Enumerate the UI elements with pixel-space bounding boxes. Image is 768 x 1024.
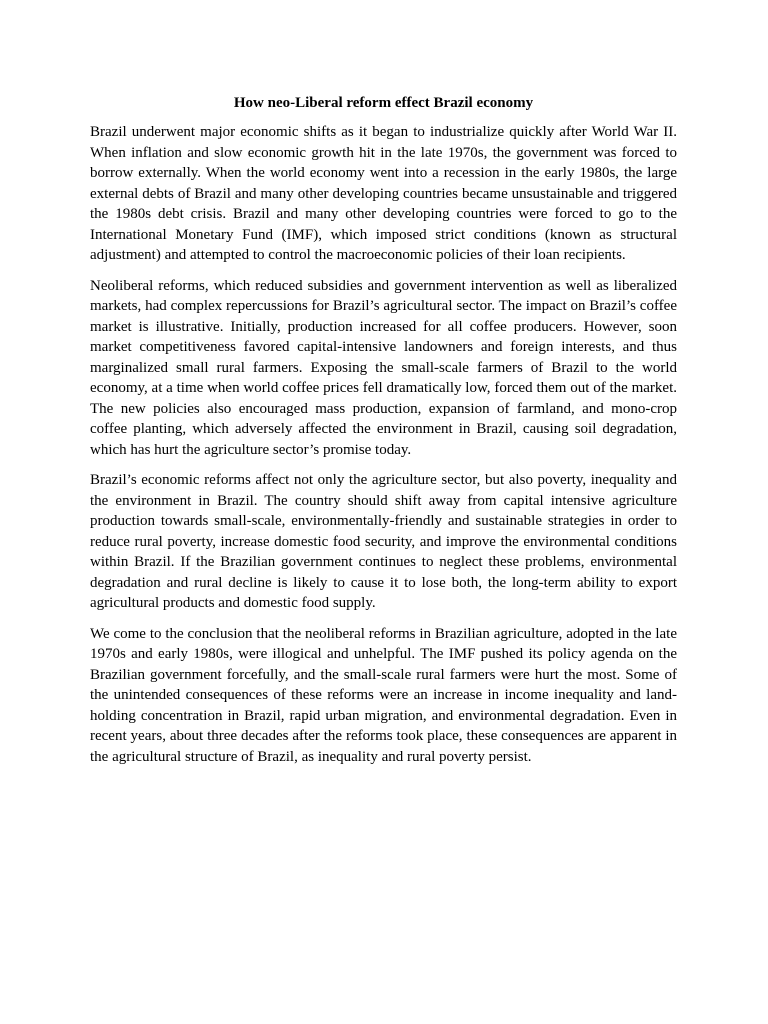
paragraph-neoliberal-reforms: Neoliberal reforms, which reduced subsidies and government intervention as well as liberalized markets, had complex repercussions for Brazil’s agricultural sector. The impact on Brazil’s coffee market is illustrative. Initially, production increased for all coffee producers. However, soon market competitiveness favored capital-intensive landowners and foreign interests, and thus marginalized small rural farmers. Exposing the small-scale farmers of Brazil to the world economy, at a time when world coffee prices fell dramatically low, forced them out of the market. The new policies also encouraged mass production, expansion of farmland, and mono-crop coffee planting, which adversely affected the environment in Brazil, causing soil degradation, which has hurt the agriculture sector’s promise today. — [90, 277, 677, 458]
paragraph-industrialization: Brazil underwent major economic shifts as it began to industrialize quickly after World War II. When inflation and slow economic growth hit in the late 1970s, the government was forced to borrow externally. When the world economy went into a recession in the early 1980s, the large external debts of Brazil and many other developing countries became unsustainable and triggered the 1980s debt crisis. Brazil and many other developing countries were forced to go to the International Monetary Fund (IMF), which imposed strict conditions (known as structural adjustment) and attempted to control the macroeconomic policies of their loan recipients. — [90, 124, 677, 263]
document-title: How neo-Liberal reform effect Brazil economy — [233, 95, 534, 111]
paragraph-economic-reforms: Brazil’s economic reforms affect not only the agriculture sector, but also poverty, inequality and the environment in Brazil. The country should shift away from capital intensive agriculture production towards small-scale, environmentally-friendly and sustainable strategies in order to reduce rural poverty, increase domestic food security, and improve the environmental conditions within Brazil. If the Brazilian government continues to neglect these problems, environmental degradation and rural decline is likely to cause it to lose both, the long-term ability to export agricultural products and domestic food supply. — [90, 472, 677, 611]
paragraph-conclusion: We come to the conclusion that the neoliberal reforms in Brazilian agriculture, adopted in the late 1970s and early 1980s, were illogical and unhelpful. The IMF pushed its policy agenda on the Brazilian government forcefully, and the small-scale rural farmers were hurt the most. Some of the unintended consequences of these reforms were an increase in income inequality and land-holding concentration in Brazil, rapid urban migration, and environmental degradation. Even in recent years, about three decades after the reforms took place, these consequences are apparent in the agricultural structure of Brazil, as inequality and rural poverty persist. — [90, 625, 677, 765]
